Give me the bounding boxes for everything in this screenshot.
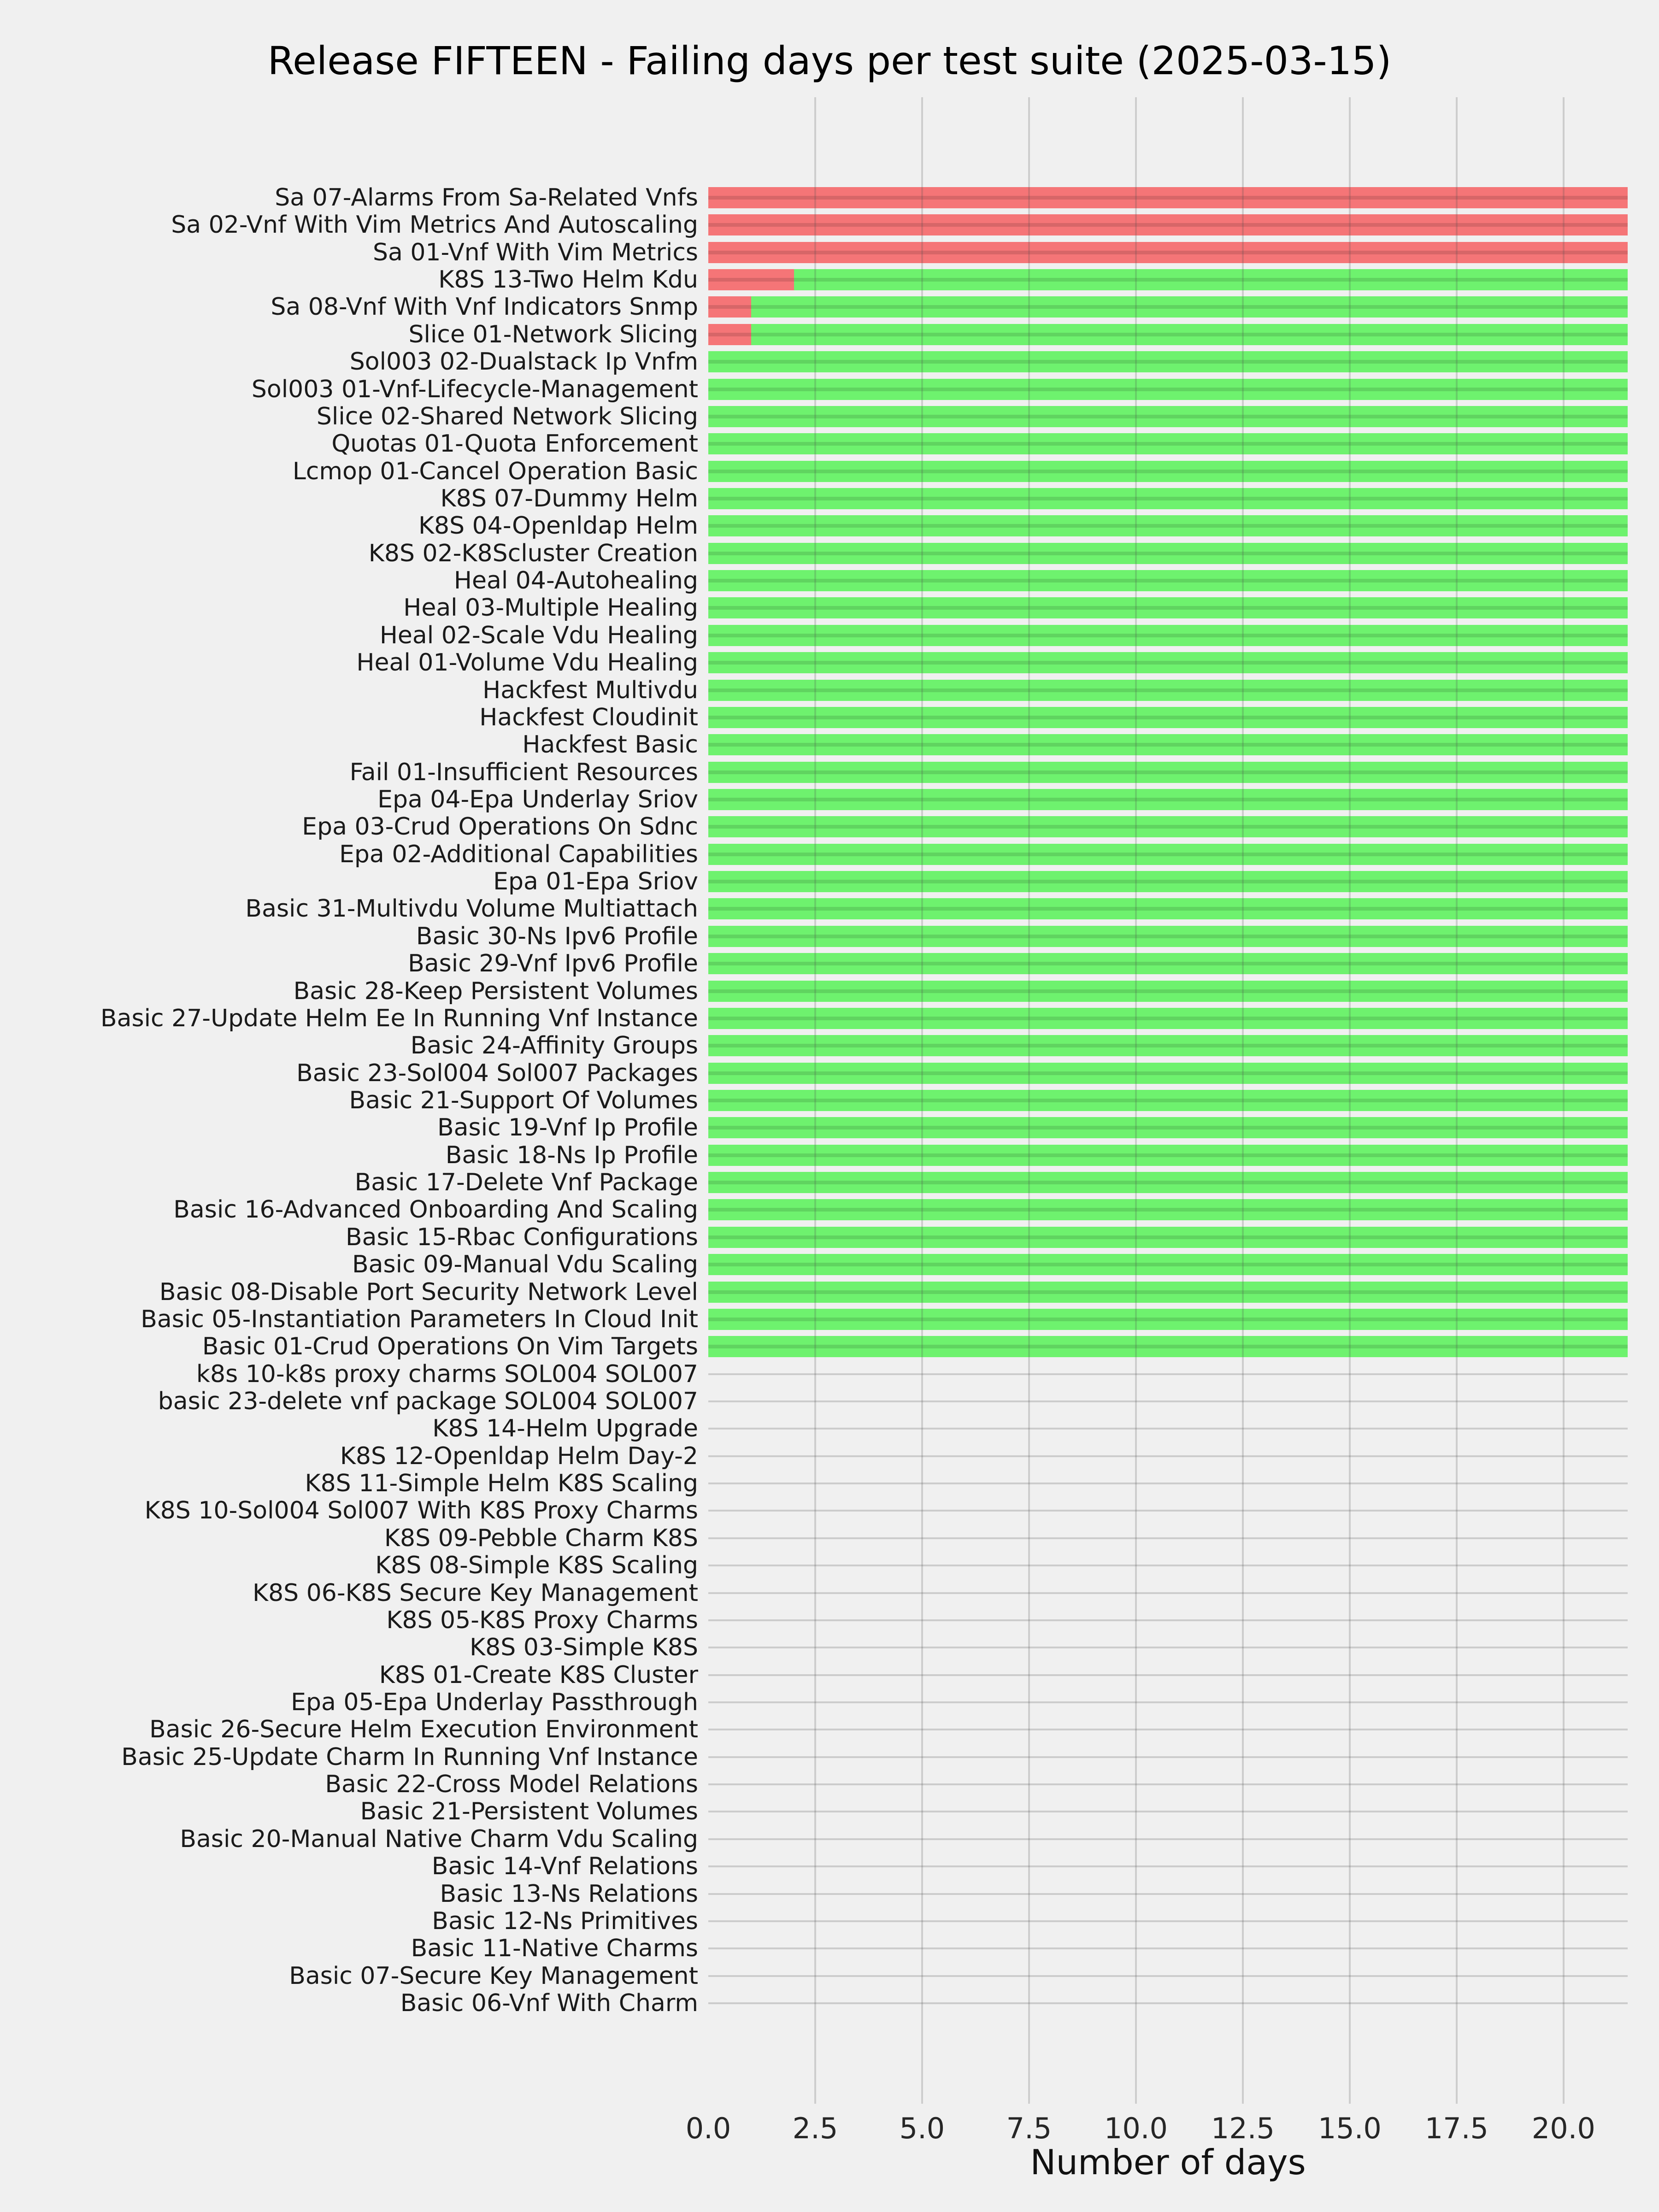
bar-inner-divider: [708, 661, 1628, 665]
bar-inner-divider: [708, 442, 1628, 446]
y-axis-label: Basic 16-Advanced Onboarding And Scaling: [173, 1196, 698, 1224]
y-axis-label: Basic 29-Vnf Ipv6 Profile: [408, 950, 698, 978]
h-gridline: [708, 1592, 1628, 1594]
bar-inner-divider: [708, 606, 1628, 610]
bar-inner-divider: [708, 305, 1628, 309]
v-gridline: [814, 97, 816, 2104]
y-axis-label: Basic 11-Native Charms: [411, 1935, 698, 1963]
bar-inner-divider: [708, 1126, 1628, 1130]
bar-inner-divider: [708, 798, 1628, 801]
x-tick-label: 15.0: [1318, 2112, 1382, 2145]
bar-inner-divider: [708, 907, 1628, 911]
y-axis-label: K8S 01-Create K8S Cluster: [379, 1661, 698, 1689]
bar-row: [708, 625, 1628, 646]
bar-row: [708, 515, 1628, 536]
y-axis-label: Slice 02-Shared Network Slicing: [316, 402, 698, 430]
y-axis-label: Epa 05-Epa Underlay Passthrough: [291, 1688, 698, 1716]
y-axis-label: basic 23-delete vnf package SOL004 SOL007: [158, 1388, 698, 1415]
x-axis-title: Number of days: [1030, 2142, 1306, 2183]
bar-inner-divider: [708, 1017, 1628, 1020]
h-gridline: [708, 1510, 1628, 1512]
y-axis-label: K8S 06-K8S Secure Key Management: [252, 1579, 698, 1607]
bar-row: [708, 1145, 1628, 1166]
h-gridline: [708, 1701, 1628, 1703]
v-gridline: [921, 97, 923, 2104]
y-axis-label: Epa 02-Additional Capabilities: [339, 840, 698, 868]
bar-row: [708, 898, 1628, 919]
y-axis-label: Hackfest Basic: [522, 731, 698, 759]
y-axis-label: Basic 23-Sol004 Sol007 Packages: [296, 1059, 698, 1087]
bar-row: [708, 1008, 1628, 1029]
y-axis-label: Sa 01-Vnf With Vim Metrics: [372, 238, 698, 266]
y-axis-label: K8S 09-Pebble Charm K8S: [384, 1524, 698, 1552]
y-axis-label: Heal 04-Autohealing: [453, 567, 698, 595]
v-gridline: [1456, 97, 1458, 2104]
bar-inner-divider: [708, 634, 1628, 637]
y-axis-label: Fail 01-Insufficient Resources: [349, 758, 698, 786]
y-axis-label: Basic 21-Persistent Volumes: [360, 1798, 698, 1826]
y-axis-label: Basic 20-Manual Native Charm Vdu Scaling: [180, 1825, 698, 1853]
y-axis-label: K8S 07-Dummy Helm: [440, 485, 698, 512]
bar-inner-divider: [708, 771, 1628, 774]
bar-row: [708, 1117, 1628, 1138]
y-axis-label: Basic 07-Secure Key Management: [289, 1962, 698, 1990]
bar-inner-divider: [708, 1071, 1628, 1075]
y-axis-label: Heal 02-Scale Vdu Healing: [379, 621, 698, 649]
y-axis-label: Sa 02-Vnf With Vim Metrics And Autoscaling: [171, 211, 698, 239]
bar-row: [708, 707, 1628, 728]
bar-row: [708, 871, 1628, 892]
h-gridline: [708, 1647, 1628, 1648]
bar-inner-divider: [708, 1099, 1628, 1102]
bar-row: [708, 406, 1628, 427]
bar-row: [708, 351, 1628, 372]
h-gridline: [708, 1619, 1628, 1621]
y-axis-label: k8s 10-k8s proxy charms SOL004 SOL007: [196, 1360, 698, 1388]
v-gridline: [1349, 97, 1351, 2104]
y-axis-label: Epa 04-Epa Underlay Sriov: [377, 786, 698, 813]
y-axis-label: Quotas 01-Quota Enforcement: [331, 430, 698, 458]
bar-row: [708, 379, 1628, 400]
y-axis-label: Basic 13-Ns Relations: [440, 1880, 698, 1908]
bar-row: [708, 1035, 1628, 1056]
bar-row: [708, 844, 1628, 865]
v-gridline: [1135, 97, 1137, 2104]
bar-inner-divider: [708, 388, 1628, 391]
y-axis-label: K8S 05-K8S Proxy Charms: [386, 1606, 698, 1634]
y-axis-label: Basic 30-Ns Ipv6 Profile: [416, 922, 698, 950]
y-axis-label: Basic 15-Rbac Configurations: [346, 1223, 698, 1251]
y-axis-label: Sol003 01-Vnf-Lifecycle-Management: [251, 375, 698, 403]
y-axis-label: Hackfest Cloudinit: [479, 703, 698, 731]
bar-row: [708, 734, 1628, 755]
h-gridline: [708, 1400, 1628, 1402]
y-axis-label: Basic 05-Instantiation Parameters In Cloud Init: [141, 1305, 698, 1333]
h-gridline: [708, 1975, 1628, 1977]
bar-inner-divider: [708, 688, 1628, 692]
h-gridline: [708, 1537, 1628, 1539]
plot-area: [708, 97, 1628, 2104]
bar-row: [708, 762, 1628, 783]
bar-row: [708, 1309, 1628, 1330]
y-axis-label: Basic 21-Support Of Volumes: [349, 1087, 698, 1114]
x-tick-label: 0.0: [685, 2112, 731, 2145]
bar-row: [708, 597, 1628, 618]
y-axis-label: Basic 01-Crud Operations On Vim Targets: [202, 1333, 698, 1361]
x-tick-label: 10.0: [1104, 2112, 1168, 2145]
y-axis-label: K8S 10-Sol004 Sol007 With K8S Proxy Charms: [144, 1497, 698, 1525]
h-gridline: [708, 1483, 1628, 1484]
y-axis-label: K8S 13-Two Helm Kdu: [438, 266, 698, 294]
h-gridline: [708, 1838, 1628, 1840]
x-tick-label: 7.5: [1006, 2112, 1052, 2145]
bar-row: [708, 242, 1628, 263]
bar-row: [708, 324, 1628, 345]
bar-row: [708, 570, 1628, 591]
bar-row: [708, 652, 1628, 673]
y-axis-label: Basic 09-Manual Vdu Scaling: [352, 1251, 698, 1279]
bar-row: [708, 1090, 1628, 1111]
bar-row: [708, 543, 1628, 564]
h-gridline: [708, 1428, 1628, 1430]
bar-row: [708, 1254, 1628, 1275]
bar-inner-divider: [708, 1345, 1628, 1348]
x-tick-label: 17.5: [1424, 2112, 1488, 2145]
bar-row: [708, 816, 1628, 837]
y-axis-label: Epa 01-Epa Sriov: [493, 868, 698, 896]
h-gridline: [708, 2002, 1628, 2004]
bar-inner-divider: [708, 1318, 1628, 1321]
h-gridline: [708, 1674, 1628, 1676]
y-axis-label: Epa 03-Crud Operations On Sdnc: [302, 813, 698, 841]
h-gridline: [708, 1811, 1628, 1812]
y-axis-label: Basic 18-Ns Ip Profile: [445, 1141, 698, 1169]
bar-inner-divider: [708, 716, 1628, 719]
bar-inner-divider: [708, 278, 1628, 282]
y-axis-label: Basic 19-Vnf Ip Profile: [437, 1114, 698, 1142]
y-axis-label: K8S 11-Simple Helm K8S Scaling: [305, 1470, 698, 1498]
bar-inner-divider: [708, 962, 1628, 965]
x-tick-label: 2.5: [792, 2112, 838, 2145]
bar-inner-divider: [708, 935, 1628, 938]
y-axis-label: Sol003 02-Dualstack Ip Vnfm: [349, 348, 698, 376]
bar-row: [708, 488, 1628, 509]
y-axis-label: Hackfest Multivdu: [482, 676, 698, 704]
y-axis-label: K8S 08-Simple K8S Scaling: [375, 1552, 698, 1580]
bar-inner-divider: [708, 579, 1628, 582]
bar-row: [708, 433, 1628, 454]
bar-row: [708, 187, 1628, 208]
bar-inner-divider: [708, 552, 1628, 555]
y-axis-label: Basic 27-Update Helm Ee In Running Vnf Instance: [100, 1004, 698, 1032]
h-gridline: [708, 1920, 1628, 1922]
y-axis-label: Basic 12-Ns Primitives: [432, 1907, 698, 1935]
bar-inner-divider: [708, 1044, 1628, 1047]
x-tick-label: 12.5: [1211, 2112, 1275, 2145]
y-axis-label: K8S 04-Openldap Helm: [418, 512, 698, 540]
bar-row: [708, 789, 1628, 810]
bar-row: [708, 1282, 1628, 1303]
bar-inner-divider: [708, 1263, 1628, 1266]
bar-inner-divider: [708, 415, 1628, 418]
h-gridline: [708, 1565, 1628, 1566]
h-gridline: [708, 1893, 1628, 1895]
y-axis-label: Basic 08-Disable Port Security Network Level: [159, 1278, 698, 1306]
chart-title: Release FIFTEEN - Failing days per test suite (2025-03-15): [267, 38, 1392, 83]
y-axis-label: Slice 01-Network Slicing: [408, 320, 698, 348]
bar-inner-divider: [708, 196, 1628, 200]
y-axis-label: Basic 06-Vnf With Charm: [400, 1989, 698, 2017]
bar-inner-divider: [708, 853, 1628, 856]
y-axis-label: K8S 03-Simple K8S: [470, 1634, 698, 1662]
bar-inner-divider: [708, 497, 1628, 500]
bar-inner-divider: [708, 524, 1628, 528]
bar-inner-divider: [708, 470, 1628, 473]
h-gridline: [708, 1455, 1628, 1457]
y-axis-label: Basic 14-Vnf Relations: [431, 1853, 698, 1881]
h-gridline: [708, 1947, 1628, 1949]
y-axis-label: Basic 24-Affinity Groups: [410, 1032, 698, 1060]
y-axis-label: Basic 17-Delete Vnf Package: [354, 1169, 698, 1197]
bar-row: [708, 461, 1628, 482]
bar-inner-divider: [708, 825, 1628, 829]
bar-row: [708, 296, 1628, 318]
v-gridline: [1242, 97, 1244, 2104]
bar-row: [708, 214, 1628, 235]
bar-row: [708, 1172, 1628, 1193]
y-axis-label: K8S 02-K8Scluster Creation: [368, 539, 698, 567]
h-gridline: [708, 1865, 1628, 1867]
bar-row: [708, 981, 1628, 1002]
x-tick-label: 5.0: [899, 2112, 945, 2145]
y-axis-label: Basic 28-Keep Persistent Volumes: [293, 977, 698, 1005]
bar-row: [708, 1336, 1628, 1357]
bar-inner-divider: [708, 333, 1628, 336]
bar-row: [708, 269, 1628, 290]
y-axis-label: Basic 26-Secure Helm Execution Environment: [149, 1716, 698, 1744]
bar-inner-divider: [708, 989, 1628, 993]
bar-row: [708, 1227, 1628, 1248]
bar-row: [708, 1063, 1628, 1084]
y-axis-label: Lcmop 01-Cancel Operation Basic: [292, 457, 698, 485]
bar-row: [708, 926, 1628, 947]
y-axis-label: Sa 08-Vnf With Vnf Indicators Snmp: [271, 293, 698, 321]
bar-inner-divider: [708, 1153, 1628, 1157]
y-axis-label: Basic 25-Update Charm In Running Vnf Instance: [121, 1743, 698, 1771]
y-axis-label: Sa 07-Alarms From Sa-Related Vnfs: [275, 184, 698, 212]
y-axis-label: K8S 12-Openldap Helm Day-2: [340, 1442, 698, 1470]
y-axis-label: Basic 22-Cross Model Relations: [325, 1771, 698, 1799]
y-axis-label: Heal 01-Volume Vdu Healing: [356, 649, 698, 677]
bar-inner-divider: [708, 1290, 1628, 1294]
bar-inner-divider: [708, 223, 1628, 227]
bar-row: [708, 680, 1628, 701]
bar-inner-divider: [708, 880, 1628, 883]
h-gridline: [708, 1756, 1628, 1758]
bar-inner-divider: [708, 360, 1628, 364]
h-gridline: [708, 1783, 1628, 1785]
h-gridline: [708, 1729, 1628, 1730]
v-gridline: [1563, 97, 1565, 2104]
bar-inner-divider: [708, 1235, 1628, 1239]
bar-inner-divider: [708, 1208, 1628, 1212]
bar-inner-divider: [708, 743, 1628, 747]
bar-inner-divider: [708, 251, 1628, 254]
bar-row: [708, 1199, 1628, 1220]
y-axis-label: Heal 03-Multiple Healing: [403, 594, 698, 622]
bar-row: [708, 953, 1628, 974]
x-tick-label: 20.0: [1531, 2112, 1595, 2145]
bar-inner-divider: [708, 1181, 1628, 1184]
y-axis-label: K8S 14-Helm Upgrade: [432, 1415, 698, 1443]
h-gridline: [708, 1373, 1628, 1375]
v-gridline: [1028, 97, 1030, 2104]
y-axis-label: Basic 31-Multivdu Volume Multiattach: [245, 895, 698, 923]
